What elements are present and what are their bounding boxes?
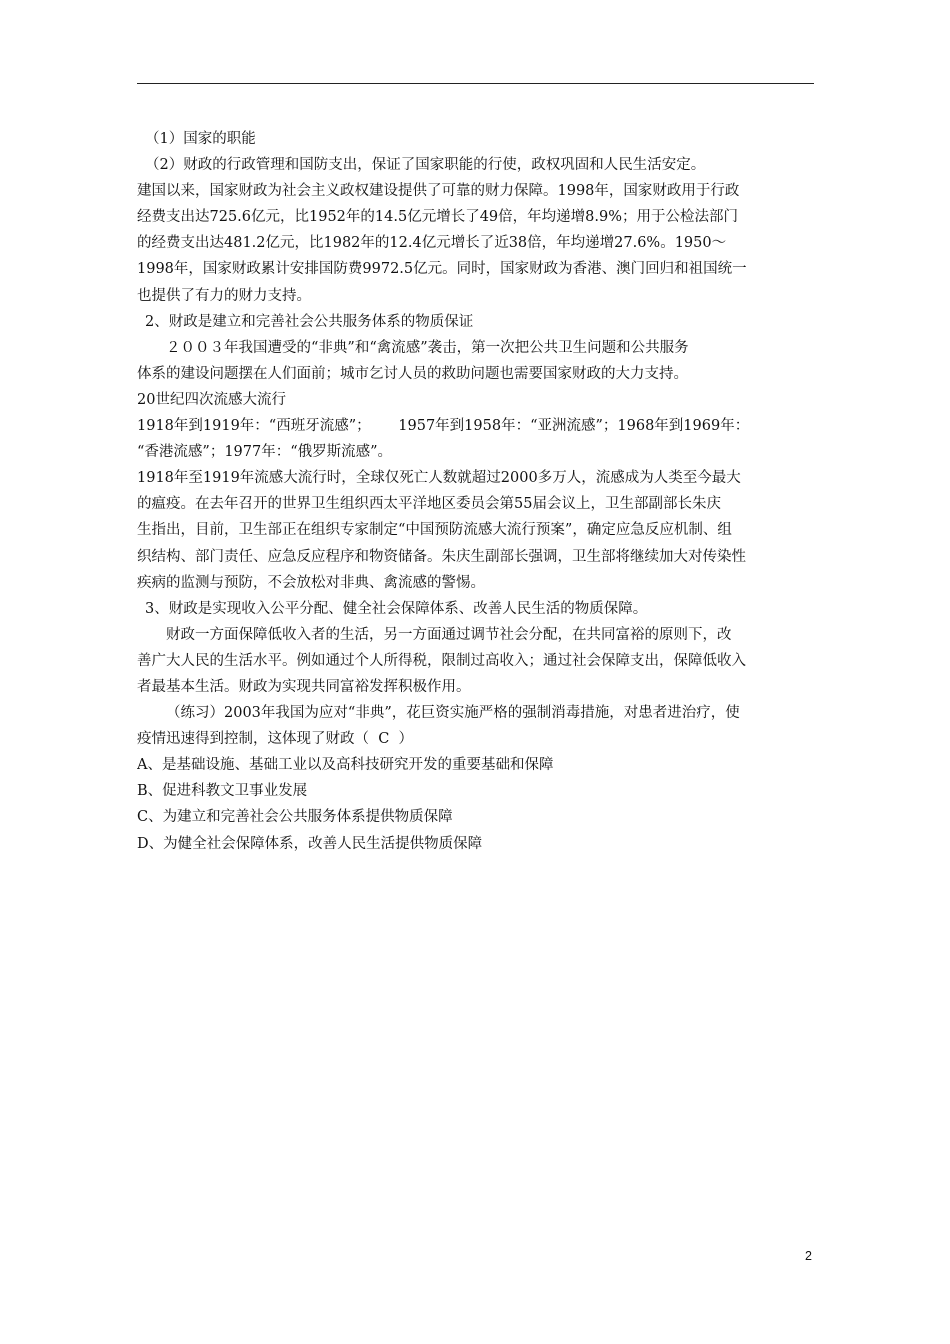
paragraph-line: 1998年，国家财政累计安排国防费9972.5亿元。同时，国家财政为香港、澳门回归和祖国统一 — [137, 261, 747, 278]
page-number: 2 — [805, 1249, 812, 1263]
paragraph-line: 也提供了有力的财力支持。 — [137, 287, 311, 304]
option-a: A、是基础设施、基础工业以及高科技研究开发的重要基础和保障 — [137, 757, 554, 774]
paragraph-line: （2）财政的行政管理和国防支出，保证了国家职能的行使，政权巩固和人民生活安定。 — [145, 157, 706, 174]
paragraph-line: 经费支出达725.6亿元，比1952年的14.5亿元增长了49倍，年均递增8.9%；用于公检法部门 — [137, 209, 738, 226]
document-body — [137, 126, 814, 857]
paragraph-line: 1918年至1919年流感大流行时，全球仅死亡人数就超过2000多万人，流感成为人类至今最大 — [137, 470, 741, 487]
option-b: B、促进科教文卫事业发展 — [137, 783, 308, 800]
heading-state-functions: （1）国家的职能 — [145, 131, 256, 147]
option-c: C、为建立和完善社会公共服务体系提供物质保障 — [137, 809, 453, 826]
paragraph-line: 财政一方面保障低收入者的生活，另一方面通过调节社会分配，在共同富裕的原则下，改 — [166, 626, 732, 643]
paragraph-line: 建国以来，国家财政为社会主义政权建设提供了可靠的财力保障。1998年，国家财政用于行政 — [137, 183, 740, 200]
exercise-question: （练习）2003年我国为应对“非典”，花巨资实施严格的强制消毒措施，对患者进治疗，使 — [166, 705, 740, 722]
paragraph-line: 体系的建设问题摆在人们面前；城市乞讨人员的救助问题也需要国家财政的大力支持。 — [137, 365, 688, 382]
paragraph-line: 善广大人民的生活水平。例如通过个人所得税，限制过高收入；通过社会保障支出，保障低收入 — [137, 652, 746, 669]
paragraph-line: 生指出，目前，卫生部正在组织专家制定“中国预防流感大流行预案”，确定应急反应机制、组 — [137, 522, 732, 539]
paragraph-line: 的经费支出达481.2亿元，比1982年的12.4亿元增长了近38倍，年均递增27.6%。1950～ — [137, 235, 727, 252]
paragraph-line: 疾病的监测与预防，不会放松对非典、禽流感的警惕。 — [137, 574, 485, 591]
exercise-question: 疫情迅速得到控制，这体现了财政（ C ） — [137, 731, 414, 748]
subheading-flu-pandemics: 20世纪四次流感大流行 — [137, 391, 286, 408]
paragraph-line: 1918年到1919年：“西班牙流感”； 1957年到1958年：“亚洲流感”；1968年到1969年： — [137, 418, 750, 435]
paragraph-line: 者最基本生活。财政为实现共同富裕发挥积极作用。 — [137, 678, 471, 695]
paragraph-line: 织结构、部门责任、应急反应程序和物资储备。朱庆生副部长强调，卫生部将继续加大对传染性 — [137, 548, 746, 565]
section-heading-2: 2、财政是建立和完善社会公共服务体系的物质保证 — [145, 313, 474, 330]
paragraph-line: 的瘟疫。在去年召开的世界卫生组织西太平洋地区委员会第55届会议上，卫生部副部长朱庆 — [137, 496, 721, 513]
paragraph-line: “香港流感”；1977年：“俄罗斯流感”。 — [137, 444, 393, 461]
paragraph-line: ２００３年我国遭受的“非典”和“禽流感”袭击，第一次把公共卫生问题和公共服务 — [166, 339, 689, 356]
option-d: D、为健全社会保障体系，改善人民生活提供物质保障 — [137, 835, 483, 852]
header-rule — [137, 83, 814, 84]
section-heading-3: 3、财政是实现收入公平分配、健全社会保障体系、改善人民生活的物质保障。 — [145, 600, 648, 617]
